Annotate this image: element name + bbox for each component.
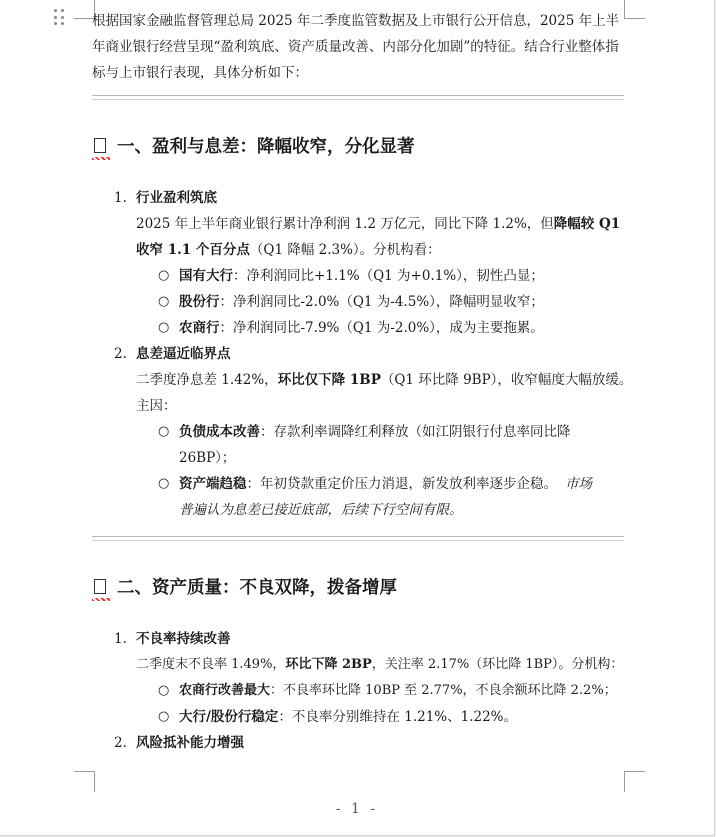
drag-handle-icon[interactable] — [54, 9, 66, 27]
bullet-circle-icon: ○ — [158, 476, 170, 491]
intro-paragraph: 根据国家金融监督管理总局 2025 年二季度监管数据及上市银行公开信息，2025 年上半年商业银行经营呈现“盈利筑底、资产质量改善、内部分化加剧”的特征。结合行业整体指标与上市银行表现，具体分析如下： — [92, 13, 620, 81]
bullet-circle-icon: ○ — [158, 424, 170, 439]
bullet-circle-icon: ○ — [158, 683, 170, 698]
bullet-circle-icon: ○ — [158, 268, 170, 283]
section-heading: 二、资产质量：不良双降，拨备增厚 — [92, 575, 397, 601]
section-heading: 一、盈利与息差：降幅收窄，分化显著 — [92, 134, 415, 160]
bullet-circle-icon: ○ — [158, 294, 170, 309]
page-corner-mark — [624, 771, 645, 792]
page-corner-mark — [624, 0, 645, 19]
horizontal-rule — [92, 95, 624, 100]
checkbox-icon[interactable] — [94, 579, 106, 594]
document-page: 根据国家金融监督管理总局 2025 年二季度监管数据及上市银行公开信息，2025 年上半年商业银行经营呈现“盈利筑底、资产质量改善、内部分化加剧”的特征。结合行业整体指标与上市银行表现，具体分析如下： 一、盈利与息差：降幅收窄，分化显著 1. 行业盈利筑底 2025 年上半年商业银行累计净利润 1.2 万亿元，同比下降 1.2%，但降幅较 Q1 收窄 1.1 个百分点（Q1 降幅 2.3%）。分机构看： ○ 国有大行：净利润同比+1.1%（Q1 为+0.1%），韧性凸显； ○ 股份行：净利润同比-2.0%（Q1 为-4.5%），降幅明显收窄； ○ 农商行：净利润同比-7.9%（Q1 为-2.0%），成为主要拖累。 2. 息差逼近临界点 二季度净息差 1.42%，环比仅下降 1BP（Q1 环比降 9BP），收窄幅度大幅放缓。 主因： ○ 负债成本改善：存款利率调降红利释放（如江阴银行付息率同比降 26BP）； ○ 资产端趋稳：年初贷款重定价压力消退，新发放利率逐步企稳。 市场 普遍认为息差已接近底部，后续下行空间有限。 二、资产质量：不良双降，拨备增厚 1. 不良率持续改善 二季度末不良率 1.49%，环比下降 2BP，关注率 2.17%（环比降 1BP）。分机构： ○ 农商行改善最大：不良率环比降 10BP 至 2.77%，不良余额环比降 2.2%； ○ 大行/股份行稳定：不良率分别维持在 1.21%、1.22%。 2. 风险抵补能力增强 - 1 - — [0, 0, 715, 836]
page-number: - 1 - — [335, 801, 379, 817]
bullet-circle-icon: ○ — [158, 709, 170, 724]
checkbox-icon[interactable] — [94, 138, 106, 153]
bullet-circle-icon: ○ — [158, 320, 170, 335]
horizontal-rule — [92, 536, 624, 541]
page-corner-mark — [74, 771, 95, 792]
